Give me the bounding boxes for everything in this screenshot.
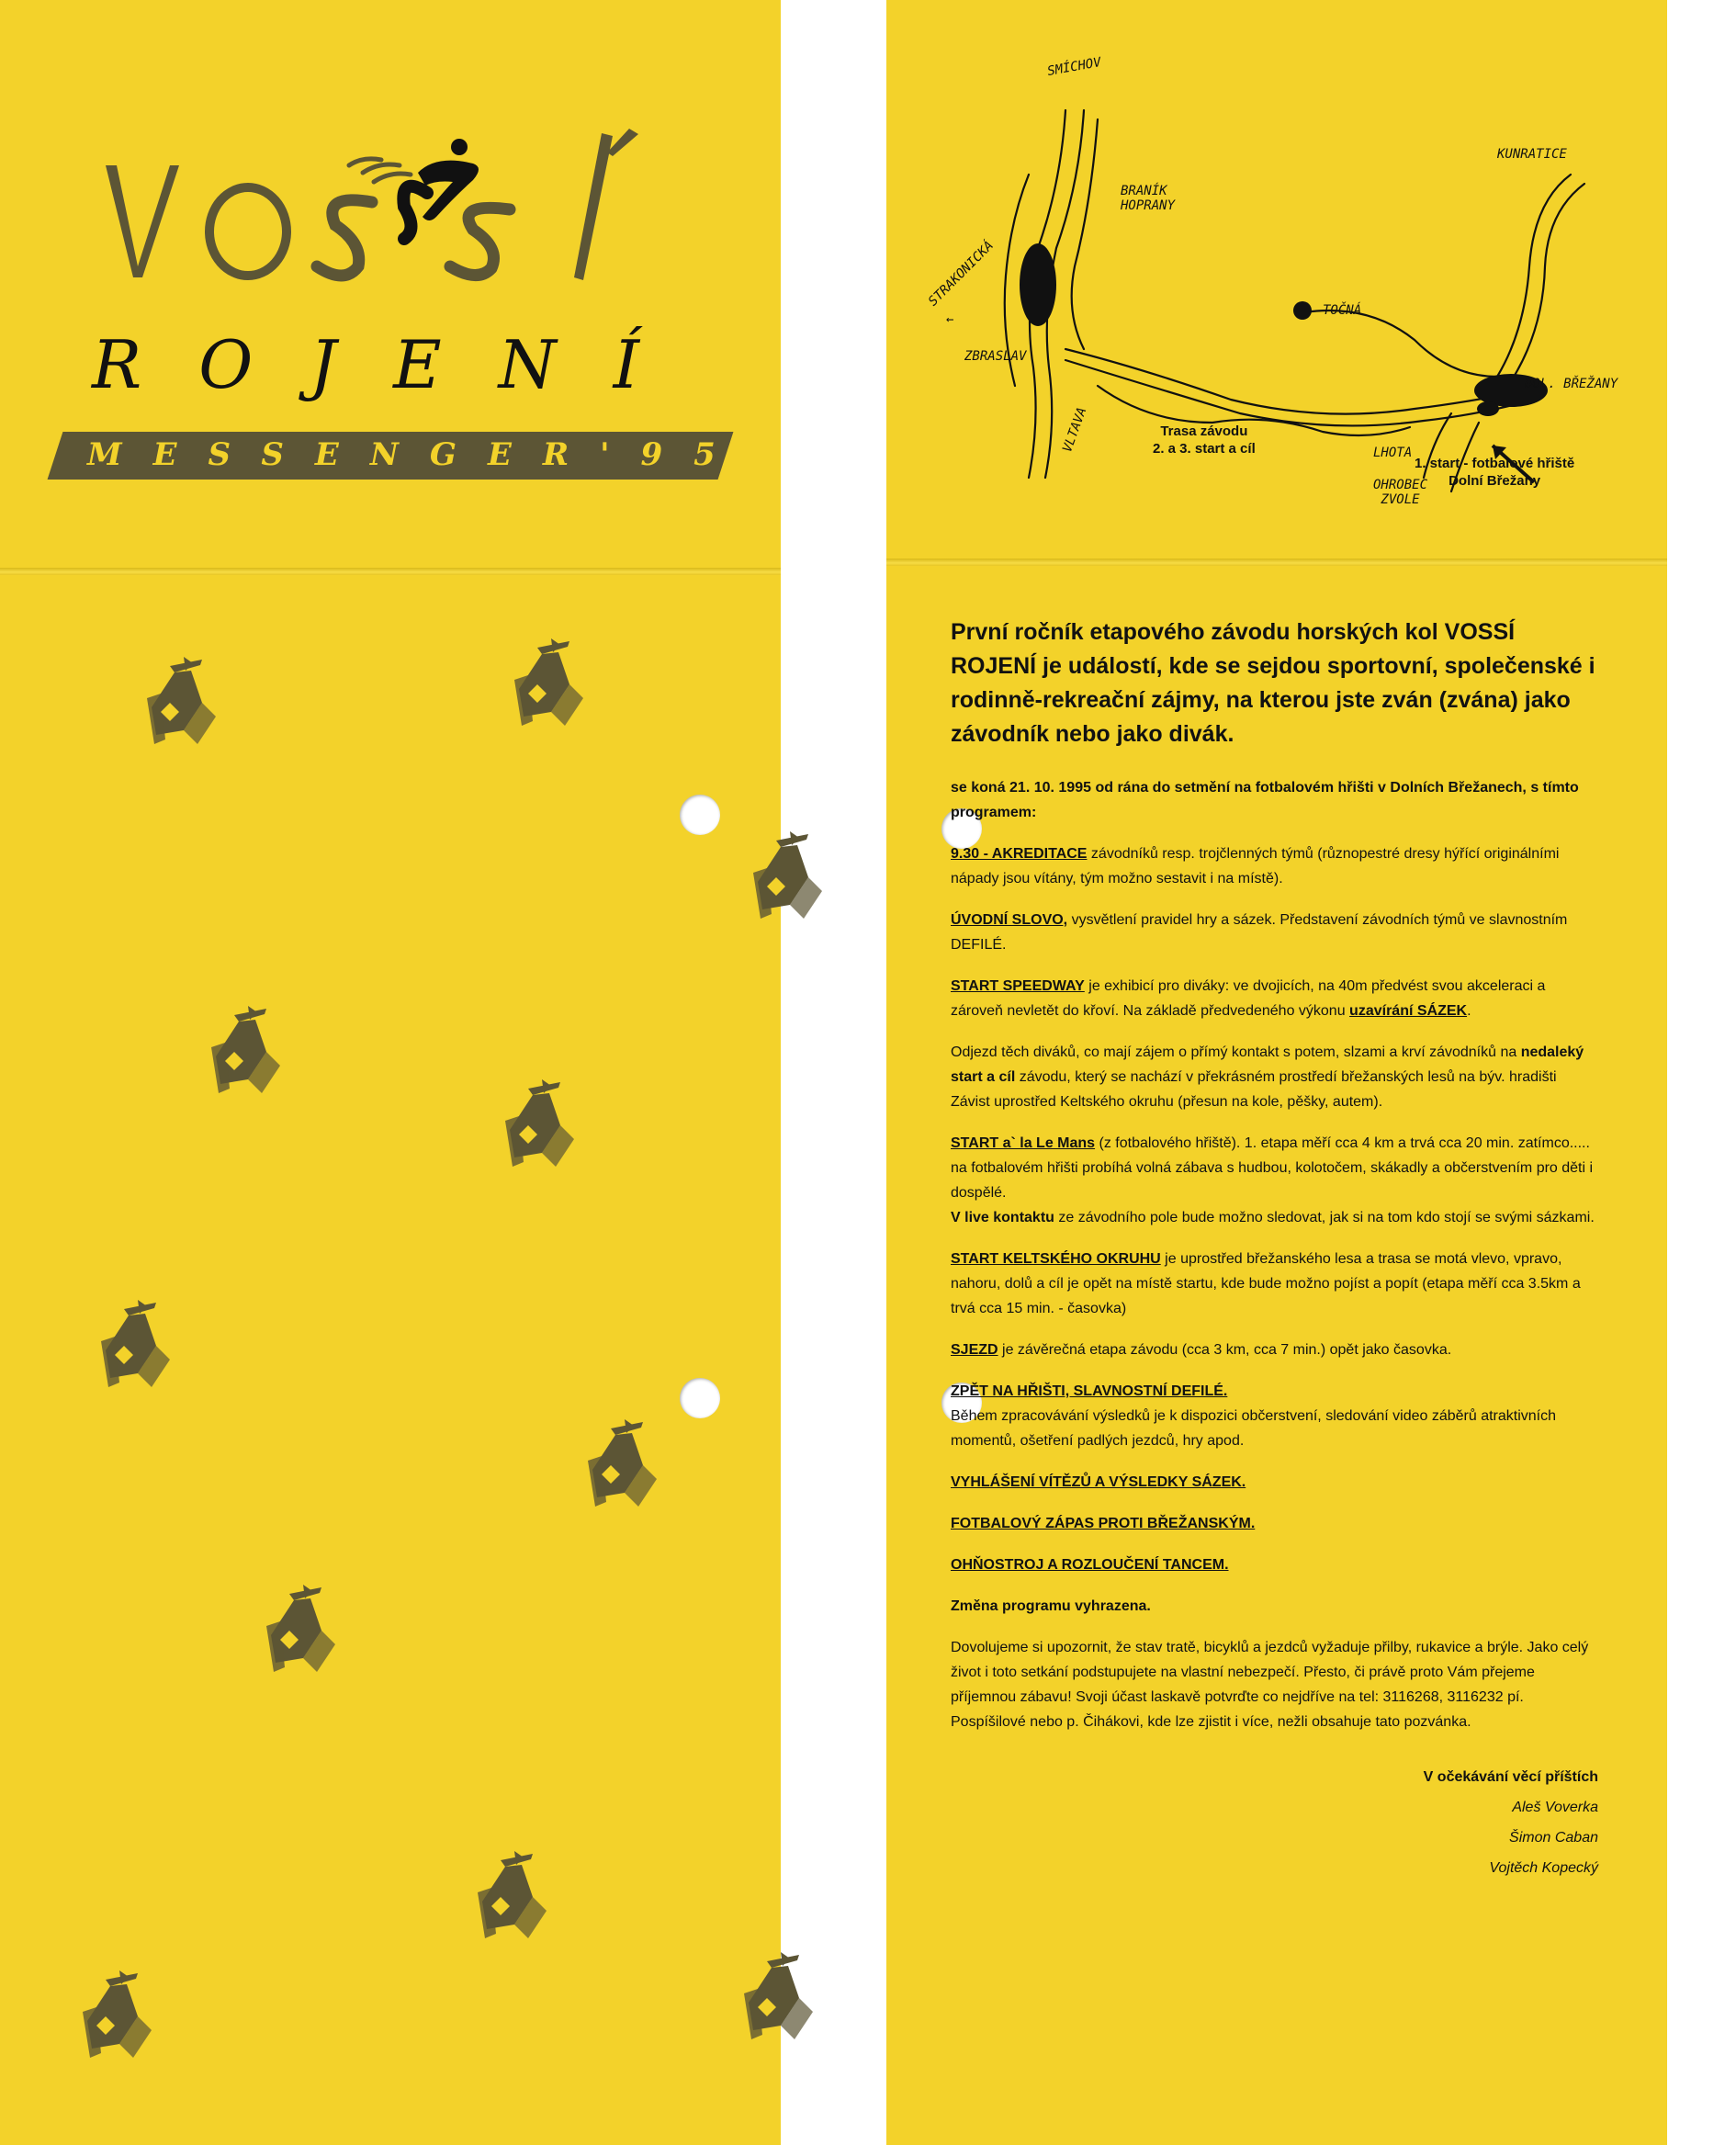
fold-line [886, 559, 1667, 566]
program-item-heading: START SPEEDWAY [951, 978, 1085, 994]
route-map [925, 37, 1635, 533]
signature-name: Šimon Caban [1509, 1830, 1598, 1846]
program-item-le-mans [951, 1131, 1598, 1230]
program-item-heading: START a` la Le Mans [951, 1135, 1096, 1151]
map-arrow-left: ← [946, 312, 954, 327]
rider-motif-icon [487, 634, 588, 735]
program-change-note: Změna programu vyhrazena. [951, 1598, 1151, 1614]
rider-motif-icon [73, 1295, 175, 1396]
map-label-branik: BRANÍK HOPRANY [1121, 184, 1176, 213]
map-label-lhota: LHOTA [1373, 446, 1413, 460]
edition-label: MESSENGER'95 [87, 436, 747, 473]
intro-paragraph: První ročník etapového závodu horských kol VOSSÍ ROJENÍ je událostí, kde se sejdou sportovní, společenské i rodinně-rekreační zájmy, na kterou jste zván (zvána) jako závodník nebo jako divák. [951, 619, 1595, 747]
program-item-heading: START KELTSKÉHO OKRUHU [951, 1251, 1161, 1267]
program-item-emphasis: nedaleký start a cíl [951, 1044, 1584, 1085]
program-item-heading: SJEZD [951, 1342, 998, 1358]
rider-motif-icon [55, 1966, 156, 2067]
program-item-heading: ZPĚT NA HŘIŠTI, SLAVNOSTNÍ DEFILÉ. [951, 1383, 1228, 1399]
map-label-smichov: SMÍCHOV [1046, 54, 1102, 80]
program-item-accreditation [951, 841, 1598, 891]
punch-hole [680, 1378, 720, 1418]
route-note: Trasa závodu 2. a 3. start a cíl [1153, 423, 1256, 457]
rider-motif-icon [450, 1846, 551, 1947]
program-item-heading: 9.30 - AKREDITACE [951, 846, 1088, 862]
program-item-text: vysvětlení pravidel hry a sázek. Představení závodních týmů ve slavnostním DEFILÉ. [951, 912, 1568, 953]
program-item-text: (z fotbalového hřiště). 1. etapa měří cca 4 km a trvá cca 20 min. zatímco..... na fotbalovém hřišti probíhá volná zábava s hudbou, kolotočem, skákadly a občerstvením pro děti i dospělé. [951, 1135, 1594, 1201]
signature-heading: V očekávání věcí příštích [1423, 1769, 1598, 1785]
closing-paragraph: Dovolujeme si upozornit, že stav tratě, bicyklů a jezdců vyžaduje přilby, rukavice a brýle. Jako celý život i toto setkání podstupujete na vlastní nebezpečí. Přesto, či právě proto Vám přejeme příjemnou zábavu! Svoji účast laskavě potvrďte co nejdříve na tel: 3116268, 3116232 pí. Pospíšilové nebo p. Čihákovi, kde lze zjistit i více, nežli obsahuje tato pozvánka. [951, 1640, 1589, 1730]
fold-line [0, 568, 781, 575]
start-note: 1. start - fotbalové hřiště Dolní Břežany [1415, 456, 1575, 489]
rider-motif-icon [726, 827, 827, 928]
map-label-vltava: VLTAVA [1060, 405, 1090, 455]
signature-name: Vojtěch Kopecký [1489, 1860, 1598, 1876]
program-item-text: je závěrečná etapa závodu (cca 3 km, cca 7 min.) opět jako časovka. [998, 1342, 1452, 1358]
rider-motif-icon [716, 1947, 817, 2049]
rider-motif-icon [478, 1075, 579, 1176]
rider-motif-icon [184, 1001, 285, 1102]
program-item-heading: ÚVODNÍ SLOVO, [951, 912, 1068, 928]
map-label-strakonicka: STRAKONICKÁ [925, 238, 997, 310]
program-item-text: závodníků resp. trojčlenných týmů (různopestré dresy hýřící originálními nápady jsou vítány, tým možno sestavit i na místě). [951, 846, 1560, 886]
map-label-kunratice: KUNRATICE [1497, 147, 1567, 162]
cover-panel [0, 0, 781, 2145]
punch-hole [680, 795, 720, 835]
program-item-results: VYHLÁŠENÍ VÍTĚZŮ A VÝSLEDKY SÁZEK. [951, 1474, 1246, 1490]
signature-name: Aleš Voverka [1512, 1800, 1598, 1815]
map-label-dol-brezany: DOL. BŘEŽANY [1525, 377, 1618, 391]
program-item-text: Během zpracovávání výsledků je k dispozici občerstvení, sledování video záběrů atraktivních momentů, ošetření padlých jezdců, hry apod. [951, 1408, 1557, 1449]
program-item-downhill [951, 1338, 1598, 1362]
vossi-logo [87, 129, 684, 285]
map-label-ohrobec: OHROBEC ZVOLE [1373, 478, 1428, 507]
map-label-zbraslav: ZBRASLAV [964, 349, 1027, 364]
program-item-text: ze závodního pole bude možno sledovat, jak si na tom kdo stojí se svými sázkami. [1054, 1210, 1595, 1225]
map-label-tocna: TOČNÁ [1323, 303, 1362, 318]
program-item-departure [951, 1040, 1598, 1114]
rider-motif-icon [119, 652, 220, 753]
program-item-text: závodu, který se nachází v překrásném prostředí břežanských lesů na býv. hradišti Závist uprostřed Keltského okruhu (přesun na kole, pěšky, autem). [951, 1069, 1557, 1110]
rider-motif-icon [560, 1415, 661, 1516]
program-item-bets: uzavírání SÁZEK [1349, 1003, 1468, 1019]
program-item-text: je uprostřed břežanského lesa a trasa se motá vlevo, vpravo, nahoru, dolů a cíl je opět na místě startu, kde bude možno pojíst a popít (etapa měří cca 3.5km a trvá cca 15 min. - časovka) [951, 1251, 1581, 1316]
program-item-defile [951, 1379, 1598, 1453]
program-item-punct: . [1467, 1003, 1471, 1019]
cover-subtitle: ROJENÍ [92, 326, 697, 403]
rider-motif-icon [239, 1580, 340, 1681]
program-text [951, 615, 1598, 1883]
program-item-text: je exhibicí pro diváky: ve dvojicích, na 40m předvést svou akceleraci a zároveň nevletět do křoví. Na základě předvedeného výkonu [951, 978, 1546, 1019]
program-item-text: Odjezd těch diváků, co mají zájem o přímý kontakt s potem, slzami a krví závodníků na [951, 1044, 1521, 1060]
program-item-emphasis: V live kontaktu [951, 1210, 1054, 1225]
signature-block [951, 1762, 1598, 1883]
event-date: se koná 21. 10. 1995 od rána do setmění na fotbalovém hřišti v Dolních Břežanech, s tímto programem: [951, 780, 1579, 820]
program-item-intro [951, 908, 1598, 957]
program-item-speedway [951, 974, 1598, 1023]
program-item-fireworks: OHŇOSTROJ A ROZLOUČENÍ TANCEM. [951, 1557, 1229, 1573]
program-item-celtic-loop [951, 1247, 1598, 1321]
program-item-football: FOTBALOVÝ ZÁPAS PROTI BŘEŽANSKÝM. [951, 1516, 1256, 1531]
